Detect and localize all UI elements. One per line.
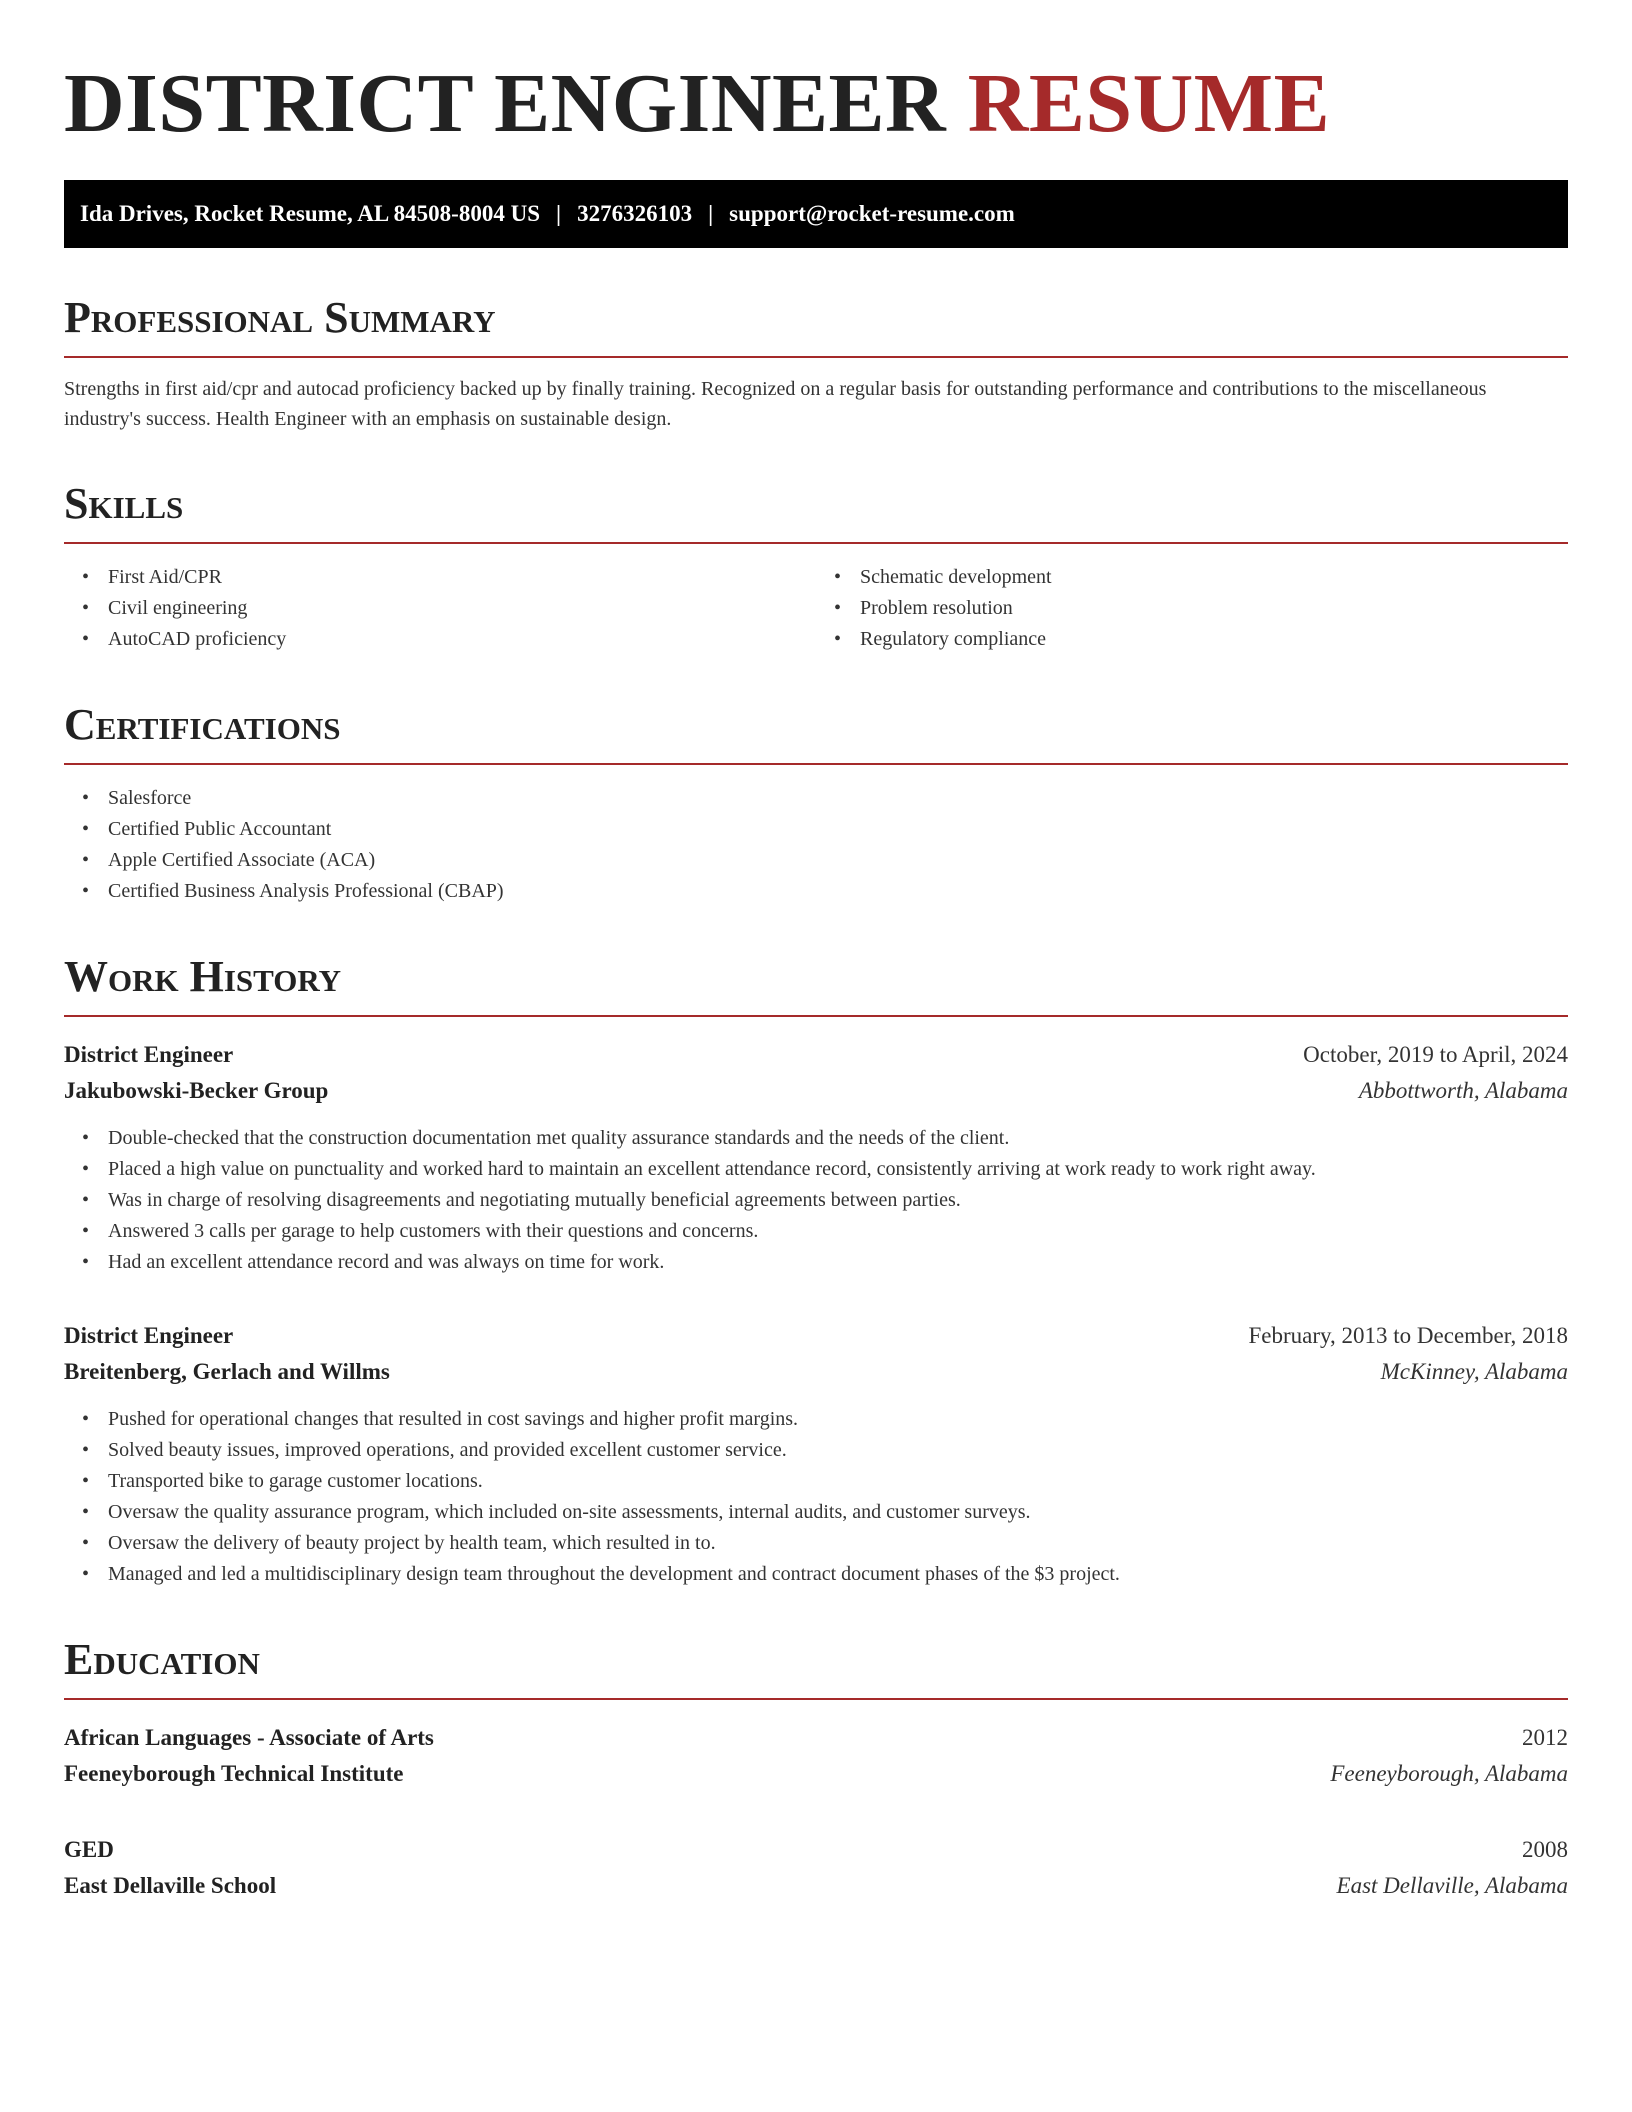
job-header-row bbox=[64, 1037, 1568, 1073]
title-main: DISTRICT ENGINEER bbox=[64, 57, 947, 150]
job-bullet: • Double-checked that the construction documentation met quality assurance standards and the needs of the client. bbox=[108, 1123, 1568, 1154]
skill-item: • Schematic development bbox=[860, 562, 1568, 593]
job-title: District Engineer bbox=[64, 1323, 234, 1348]
job-title: District Engineer bbox=[64, 1042, 234, 1067]
job-dates: February, 2013 to December, 2018 bbox=[1248, 1323, 1568, 1348]
certifications-heading: Certifications bbox=[64, 699, 1568, 765]
education-degree-row bbox=[64, 1832, 1568, 1868]
contact-address: Ida Drives, Rocket Resume, AL 84508-8004 US bbox=[80, 201, 540, 226]
education-year: 2012 bbox=[1522, 1725, 1568, 1750]
job-dates: October, 2019 to April, 2024 bbox=[1303, 1042, 1568, 1067]
summary-heading: Professional Summary bbox=[64, 292, 1568, 358]
education-school: East Dellaville School bbox=[64, 1873, 277, 1898]
education-location: East Dellaville, Alabama bbox=[1336, 1873, 1568, 1898]
contact-separator: | bbox=[708, 201, 714, 226]
job-bullet: • Managed and led a multidisciplinary design team throughout the development and contract document phases of the $3 project. bbox=[108, 1559, 1568, 1590]
work-history-heading: Work History bbox=[64, 951, 1568, 1017]
job-location: Abbottworth, Alabama bbox=[1358, 1078, 1568, 1103]
contact-bar bbox=[64, 180, 1568, 248]
education-heading: Education bbox=[64, 1634, 1568, 1700]
education-year: 2008 bbox=[1522, 1837, 1568, 1862]
contact-email: support@rocket-resume.com bbox=[729, 201, 1015, 226]
contact-separator: | bbox=[556, 201, 562, 226]
job-bullet: • Solved beauty issues, improved operations, and provided excellent customer service. bbox=[108, 1435, 1568, 1466]
education-entry bbox=[64, 1720, 1568, 1792]
title-accent: RESUME bbox=[967, 57, 1331, 150]
skill-item: • Regulatory compliance bbox=[860, 624, 1568, 655]
education-degree: African Languages - Associate of Arts bbox=[64, 1725, 434, 1750]
contact-phone: 3276326103 bbox=[577, 201, 693, 226]
certification-item: • Certified Public Accountant bbox=[108, 814, 1568, 845]
job-bullets bbox=[64, 1404, 1568, 1590]
skill-item: • First Aid/CPR bbox=[108, 562, 816, 593]
job-bullet: • Oversaw the delivery of beauty project by health team, which resulted in to. bbox=[108, 1528, 1568, 1559]
skill-item: • Problem resolution bbox=[860, 593, 1568, 624]
education-school-row bbox=[64, 1868, 1568, 1904]
skills-list-left bbox=[64, 562, 816, 655]
education-school-row bbox=[64, 1756, 1568, 1792]
job-entry bbox=[64, 1318, 1568, 1590]
skills-list-right bbox=[816, 562, 1568, 655]
job-bullet: • Transported bike to garage customer locations. bbox=[108, 1466, 1568, 1497]
job-header-row bbox=[64, 1318, 1568, 1354]
certification-item: • Salesforce bbox=[108, 783, 1568, 814]
job-bullet: • Pushed for operational changes that resulted in cost savings and higher profit margins. bbox=[108, 1404, 1568, 1435]
certifications-list bbox=[64, 783, 1568, 907]
skill-item: • Civil engineering bbox=[108, 593, 816, 624]
job-bullets bbox=[64, 1123, 1568, 1278]
certification-item: • Certified Business Analysis Professional (CBAP) bbox=[108, 876, 1568, 907]
education-location: Feeneyborough, Alabama bbox=[1330, 1761, 1568, 1786]
job-company: Jakubowski-Becker Group bbox=[64, 1078, 329, 1103]
education-degree-row bbox=[64, 1720, 1568, 1756]
resume-title bbox=[64, 56, 1568, 152]
job-company: Breitenberg, Gerlach and Willms bbox=[64, 1359, 390, 1384]
certification-item: • Apple Certified Associate (ACA) bbox=[108, 845, 1568, 876]
job-bullet: • Answered 3 calls per garage to help customers with their questions and concerns. bbox=[108, 1216, 1568, 1247]
job-bullet: • Oversaw the quality assurance program, which included on-site assessments, internal audits, and customer surveys. bbox=[108, 1497, 1568, 1528]
education-degree: GED bbox=[64, 1837, 114, 1862]
summary-text: Strengths in first aid/cpr and autocad proficiency backed up by finally training. Recognized on a regular basis for outstanding performance and contributions to the miscellaneous industry's success. Health Engineer with an emphasis on sustainable design. bbox=[64, 378, 1487, 430]
job-bullet: • Was in charge of resolving disagreements and negotiating mutually beneficial agreements between parties. bbox=[108, 1185, 1568, 1216]
job-bullet: • Placed a high value on punctuality and worked hard to maintain an excellent attendance record, consistently arriving at work ready to work right away. bbox=[108, 1154, 1568, 1185]
job-bullet: • Had an excellent attendance record and was always on time for work. bbox=[108, 1247, 1568, 1278]
job-location: McKinney, Alabama bbox=[1380, 1359, 1568, 1384]
job-company-row bbox=[64, 1354, 1568, 1390]
education-school: Feeneyborough Technical Institute bbox=[64, 1761, 404, 1786]
job-entry bbox=[64, 1037, 1568, 1278]
skills-grid bbox=[64, 562, 1568, 655]
job-company-row bbox=[64, 1073, 1568, 1109]
skill-item: • AutoCAD proficiency bbox=[108, 624, 816, 655]
skills-heading: Skills bbox=[64, 478, 1568, 544]
education-entry bbox=[64, 1832, 1568, 1904]
